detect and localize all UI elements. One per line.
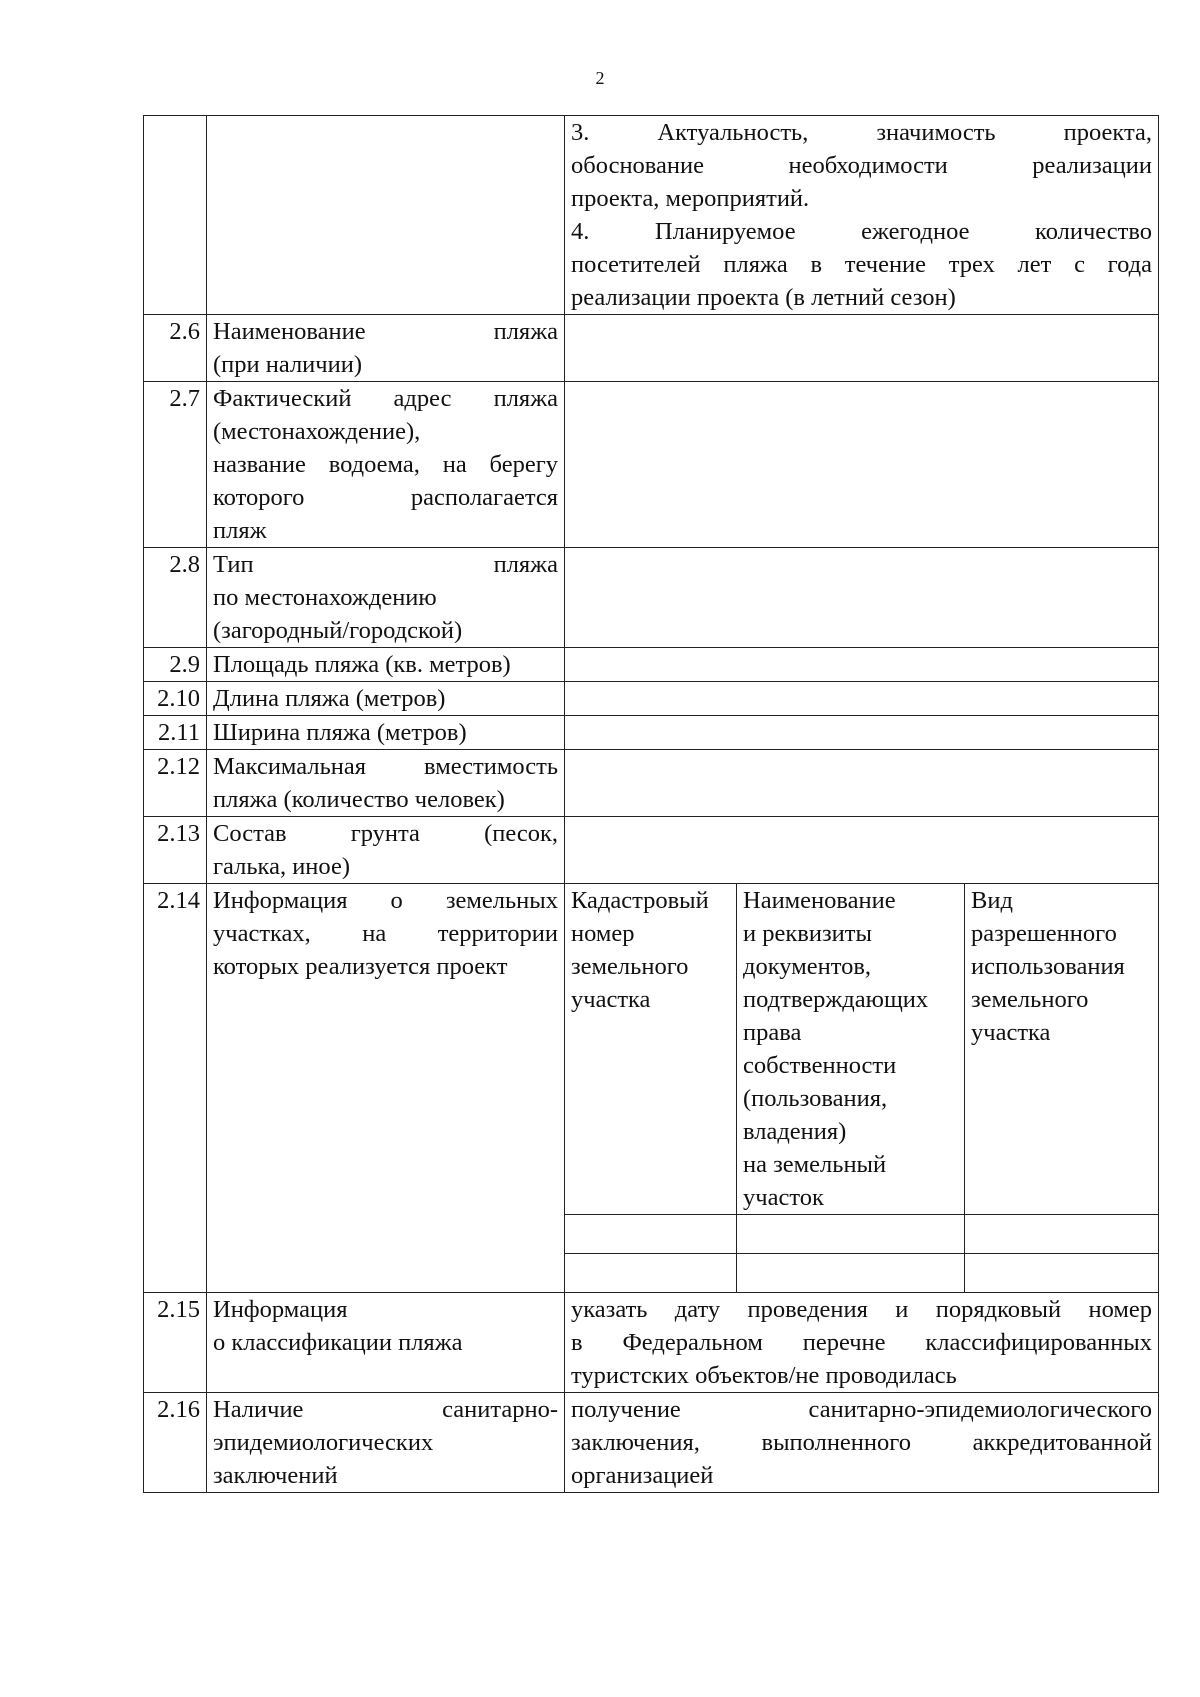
label-line: (загородный/городской) xyxy=(213,617,463,644)
land-plot-use-field[interactable] xyxy=(965,1254,1159,1293)
row-label xyxy=(207,817,565,884)
label-line: по местонахождению xyxy=(213,584,437,611)
subheader-line: использования xyxy=(971,953,1125,980)
row-label xyxy=(207,716,565,750)
row-label xyxy=(207,750,565,817)
table-row-2-8 xyxy=(144,548,1159,648)
table-row-2-12 xyxy=(144,750,1159,817)
row-value-cell xyxy=(565,1293,1159,1393)
table-row-2-7 xyxy=(144,382,1159,548)
label-line: Фактический адрес пляжа xyxy=(213,385,558,412)
label-line: Информация о земельных xyxy=(213,887,558,914)
label-line: Информация xyxy=(213,1296,348,1323)
content-line: реализации проекта (в летний сезон) xyxy=(571,284,956,311)
subheader-line: Наименование xyxy=(743,887,896,914)
table-row-2-13 xyxy=(144,817,1159,884)
row-label xyxy=(207,382,565,548)
row-value-field[interactable] xyxy=(565,750,1159,817)
land-plot-cadastral-field[interactable] xyxy=(565,1215,737,1254)
label-line: Тип пляжа xyxy=(213,551,558,578)
subheader-line: собственности xyxy=(743,1052,897,1079)
subheader-line: права xyxy=(743,1019,802,1046)
subheader-line: Вид xyxy=(971,887,1013,914)
land-plot-use-field[interactable] xyxy=(965,1215,1159,1254)
label-line: эпидемиологических xyxy=(213,1429,434,1456)
subheader-line: Кадастровый xyxy=(571,887,709,914)
label-line: (местонахождение), xyxy=(213,418,421,445)
row-label xyxy=(207,682,565,716)
label-line: Площадь пляжа (кв. метров) xyxy=(213,651,511,678)
table-row-intro xyxy=(144,116,1159,315)
content-line: проекта, мероприятий. xyxy=(571,185,810,212)
subheader-permitted-use xyxy=(965,884,1159,1215)
subheader-cadastral-number xyxy=(565,884,737,1215)
label-line: пляж xyxy=(213,517,267,544)
row-label xyxy=(207,548,565,648)
row-number-cell xyxy=(144,116,207,315)
value-line: указать дату проведения и порядковый номер xyxy=(571,1296,1153,1323)
row-value-field[interactable] xyxy=(565,716,1159,750)
label-line: участках, на территории xyxy=(213,920,558,947)
row-number: 2.13 xyxy=(144,817,207,884)
label-line: Состав грунта (песок, xyxy=(213,820,558,847)
row-number: 2.11 xyxy=(144,716,207,750)
value-line: получение санитарно-эпидемиологического xyxy=(571,1396,1153,1423)
table-row-2-6 xyxy=(144,315,1159,382)
label-line: о классификации пляжа xyxy=(213,1329,463,1356)
label-line: Наименование пляжа xyxy=(213,318,558,345)
row-number: 2.15 xyxy=(144,1293,207,1393)
row-value-cell xyxy=(565,1393,1159,1493)
label-line: пляжа (количество человек) xyxy=(213,786,505,813)
label-line: Длина пляжа (метров) xyxy=(213,685,446,712)
subheader-line: и реквизиты xyxy=(743,920,872,947)
subheader-line: земельного xyxy=(971,986,1089,1013)
row-label-cell xyxy=(207,116,565,315)
row-number: 2.10 xyxy=(144,682,207,716)
row-label xyxy=(207,1293,565,1393)
subheader-line: участка xyxy=(971,1019,1051,1046)
subheader-line: участка xyxy=(571,986,651,1013)
label-line: которого располагается xyxy=(213,484,558,511)
page-number: 2 xyxy=(595,68,605,88)
land-plot-cadastral-field[interactable] xyxy=(565,1254,737,1293)
label-line: которых реализуется проект xyxy=(213,953,508,980)
table-row-2-11 xyxy=(144,716,1159,750)
subheader-line: участок xyxy=(743,1184,824,1211)
subheader-line: (пользования, xyxy=(743,1085,888,1112)
table-row-2-9 xyxy=(144,648,1159,682)
land-plot-documents-field[interactable] xyxy=(737,1254,965,1293)
subheader-line: документов, xyxy=(743,953,872,980)
table-row-2-10 xyxy=(144,682,1159,716)
subheader-ownership-documents xyxy=(737,884,965,1215)
row-number: 2.12 xyxy=(144,750,207,817)
row-number: 2.8 xyxy=(144,548,207,648)
row-value-field[interactable] xyxy=(565,817,1159,884)
table-row-2-14 xyxy=(144,884,1159,1215)
row-number: 2.16 xyxy=(144,1393,207,1493)
land-plot-documents-field[interactable] xyxy=(737,1215,965,1254)
label-line: название водоема, на берегу xyxy=(213,451,558,478)
label-line: галька, иное) xyxy=(213,853,350,880)
subheader-line: земельного xyxy=(571,953,689,980)
value-line: заключения, выполненного аккредитованной xyxy=(571,1429,1153,1456)
subheader-line: номер xyxy=(571,920,635,947)
label-line: (при наличии) xyxy=(213,351,362,378)
subheader-line: владения) xyxy=(743,1118,847,1145)
row-number: 2.7 xyxy=(144,382,207,548)
row-label xyxy=(207,884,565,1293)
row-value-field[interactable] xyxy=(565,382,1159,548)
subheader-line: подтверждающих xyxy=(743,986,929,1013)
row-value-field[interactable] xyxy=(565,315,1159,382)
row-value-field[interactable] xyxy=(565,548,1159,648)
label-line: Наличие санитарно- xyxy=(213,1396,558,1423)
table-row-2-16 xyxy=(144,1393,1159,1493)
value-line: организацией xyxy=(571,1462,714,1489)
content-line: 4. Планируемое ежегодное количество xyxy=(571,218,1153,245)
content-line: обоснование необходимости реализации xyxy=(571,152,1153,179)
application-form-table xyxy=(143,115,1159,1493)
value-line: туристских объектов/не проводилась xyxy=(571,1362,957,1389)
row-label xyxy=(207,648,565,682)
row-label xyxy=(207,1393,565,1493)
label-line: заключений xyxy=(213,1462,338,1489)
row-value-field[interactable] xyxy=(565,648,1159,682)
row-number: 2.9 xyxy=(144,648,207,682)
content-line: 3. Актуальность, значимость проекта, xyxy=(571,119,1153,146)
value-line: в Федеральном перечне классифицированных xyxy=(571,1329,1153,1356)
row-number: 2.14 xyxy=(144,884,207,1293)
label-line: Ширина пляжа (метров) xyxy=(213,719,467,746)
label-line: Максимальная вместимость xyxy=(213,753,558,780)
subheader-line: разрешенного xyxy=(971,920,1117,947)
subheader-line: на земельный xyxy=(743,1151,887,1178)
table-row-2-15 xyxy=(144,1293,1159,1393)
row-value-field[interactable] xyxy=(565,682,1159,716)
row-label xyxy=(207,315,565,382)
content-line: посетителей пляжа в течение трех лет с года xyxy=(571,251,1153,278)
row-number: 2.6 xyxy=(144,315,207,382)
row-value-cell xyxy=(565,116,1159,315)
